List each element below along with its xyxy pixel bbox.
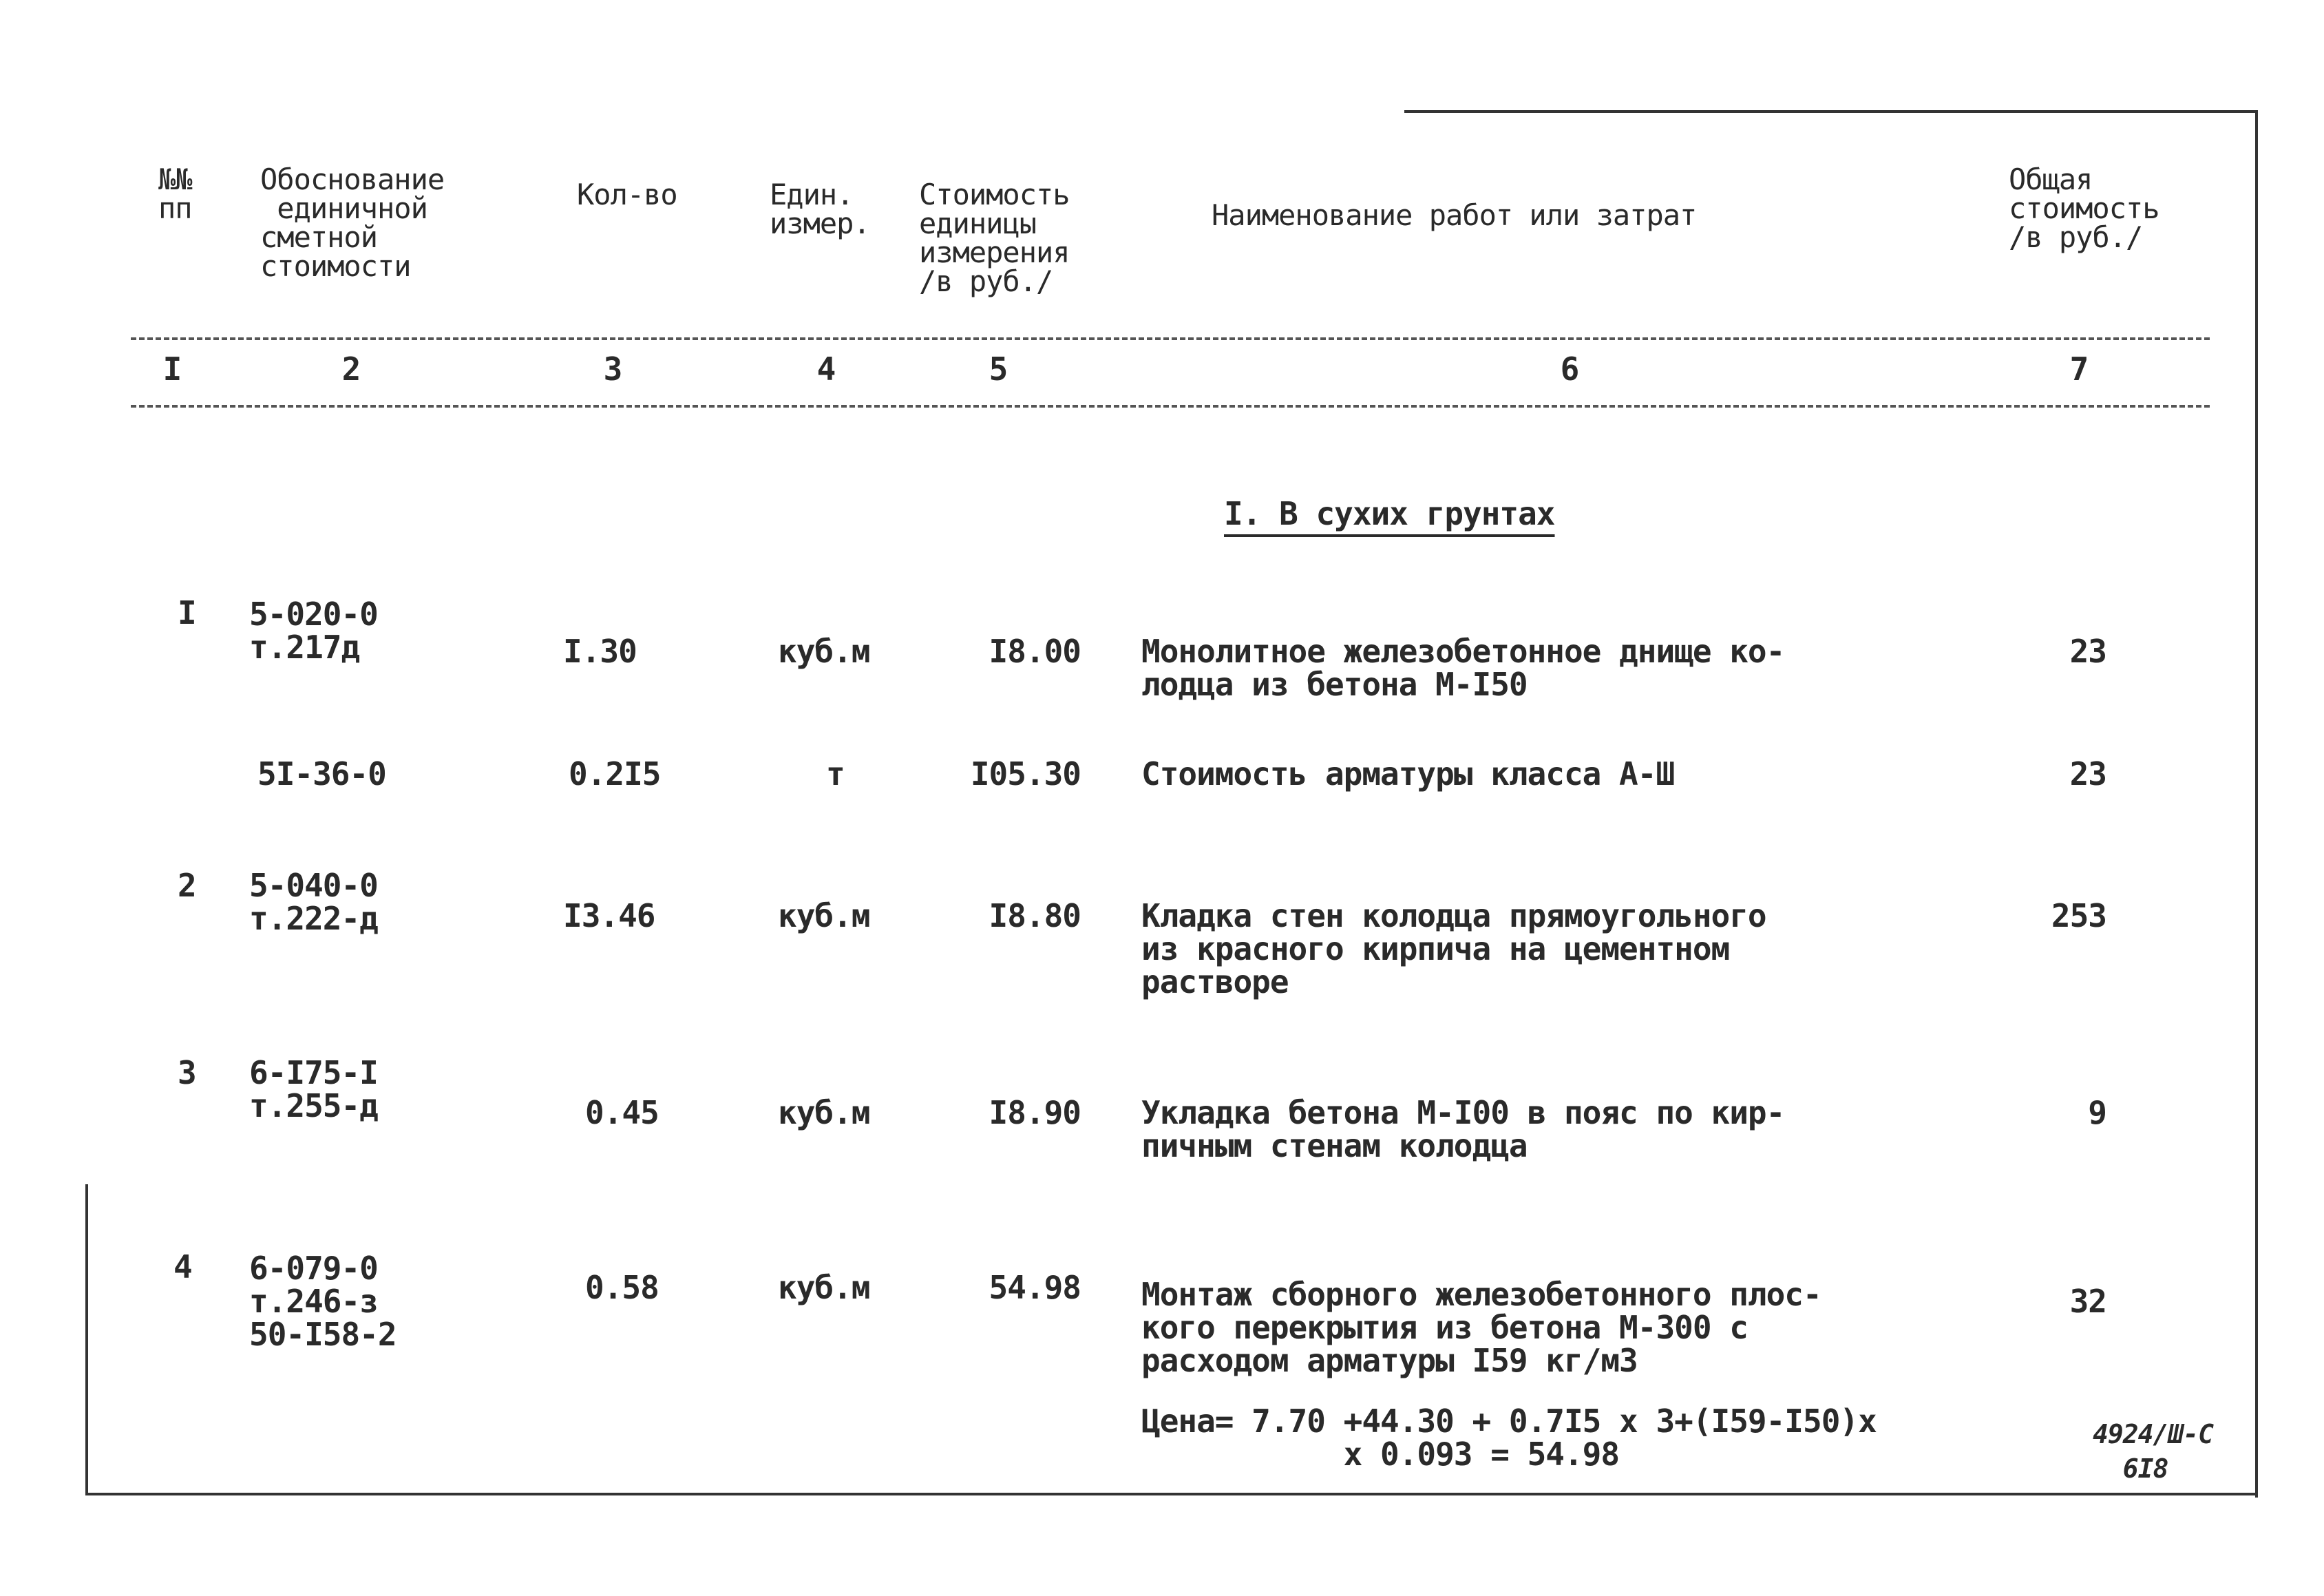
- row-5-code: 6-079-0 т.246-з 50-I58-2: [249, 1250, 397, 1353]
- row-3-num: 2: [178, 867, 196, 904]
- header-rule-top: [131, 337, 2210, 340]
- col-number-4: 4: [816, 350, 836, 388]
- header-col-name: Наименование работ или затрат: [1212, 198, 1697, 232]
- col-number-3: 3: [603, 350, 622, 388]
- row-1-qty: I.30: [563, 633, 637, 670]
- row-1-code: 5-020-0 т.217д: [249, 596, 378, 666]
- row-1-total: 23: [2069, 633, 2106, 670]
- row-5-price: 54.98: [989, 1269, 1081, 1306]
- row-4-total: 9: [2088, 1094, 2106, 1131]
- frame-right: [2255, 110, 2258, 1498]
- row-2-total: 23: [2069, 755, 2106, 792]
- header-col-unit-price: Стоимость единицы измерения /в руб./: [919, 178, 1070, 298]
- row-2-code: 5I-36-0: [257, 755, 386, 792]
- row-1-name: Монолитное железобетонное днище ко- лодца из бетона М-I50: [1141, 633, 1785, 703]
- row-3-total: 253: [2051, 897, 2106, 934]
- frame-left: [85, 1184, 88, 1494]
- section-title: I. В сухих грунтах: [1224, 495, 1555, 532]
- col-number-1: I: [162, 350, 182, 388]
- header-col-num: №№ пп: [158, 162, 192, 225]
- col-number-5: 5: [989, 350, 1008, 388]
- document-stamp: 4924/Ш-С 6I8: [2093, 1419, 2214, 1484]
- row-4-num: 3: [178, 1054, 196, 1091]
- row-3-code: 5-040-0 т.222-д: [249, 867, 378, 937]
- row-2-unit: т: [826, 755, 845, 792]
- row-5-total: 32: [2069, 1283, 2106, 1320]
- row-5-name: Монтаж сборного железобетонного плос- кого перекрытия из бетона М-300 с расходом арматуры I59 кг/м3: [1141, 1276, 1821, 1379]
- row-2-qty: 0.2I5: [569, 755, 661, 792]
- row-3-qty: I3.46: [563, 897, 655, 934]
- row-4-code: 6-I75-I т.255-д: [249, 1054, 378, 1124]
- row-2-name: Стоимость арматуры класса А-Ш: [1141, 755, 1675, 792]
- header-rule-bottom: [131, 405, 2210, 408]
- row-5-num: 4: [173, 1248, 192, 1285]
- price-formula: Цена= 7.70 +44.30 + 0.7I5 х 3+(I59-I50)х х 0.093 = 54.98: [1141, 1403, 1877, 1473]
- row-4-name: Укладка бетона М-I00 в пояс по кир- пичным стенам колодца: [1141, 1094, 1785, 1164]
- frame-bottom: [85, 1493, 2258, 1495]
- row-1-num: I: [178, 594, 196, 631]
- header-col-unit: Един. измер.: [770, 178, 870, 240]
- row-5-unit: куб.м: [778, 1269, 870, 1306]
- col-number-6: 6: [1560, 350, 1579, 388]
- row-2-price: I05.30: [970, 755, 1081, 792]
- col-number-2: 2: [341, 350, 361, 388]
- row-3-name: Кладка стен колодца прямоугольного из красного кирпича на цементном растворе: [1141, 897, 1766, 1000]
- row-5-qty: 0.58: [585, 1269, 659, 1306]
- header-col-basis: Обоснование единичной сметной стоимости: [260, 162, 445, 283]
- frame-top: [1404, 110, 2258, 113]
- row-4-qty: 0.45: [585, 1094, 659, 1131]
- header-col-qty: Кол-во: [577, 178, 677, 211]
- row-1-unit: куб.м: [778, 633, 870, 670]
- row-3-price: I8.80: [989, 897, 1081, 934]
- row-3-unit: куб.м: [778, 897, 870, 934]
- row-1-price: I8.00: [989, 633, 1081, 670]
- col-number-7: 7: [2069, 350, 2089, 388]
- header-col-total: Общая стоимость /в руб./: [2009, 162, 2159, 254]
- row-4-unit: куб.м: [778, 1094, 870, 1131]
- row-4-price: I8.90: [989, 1094, 1081, 1131]
